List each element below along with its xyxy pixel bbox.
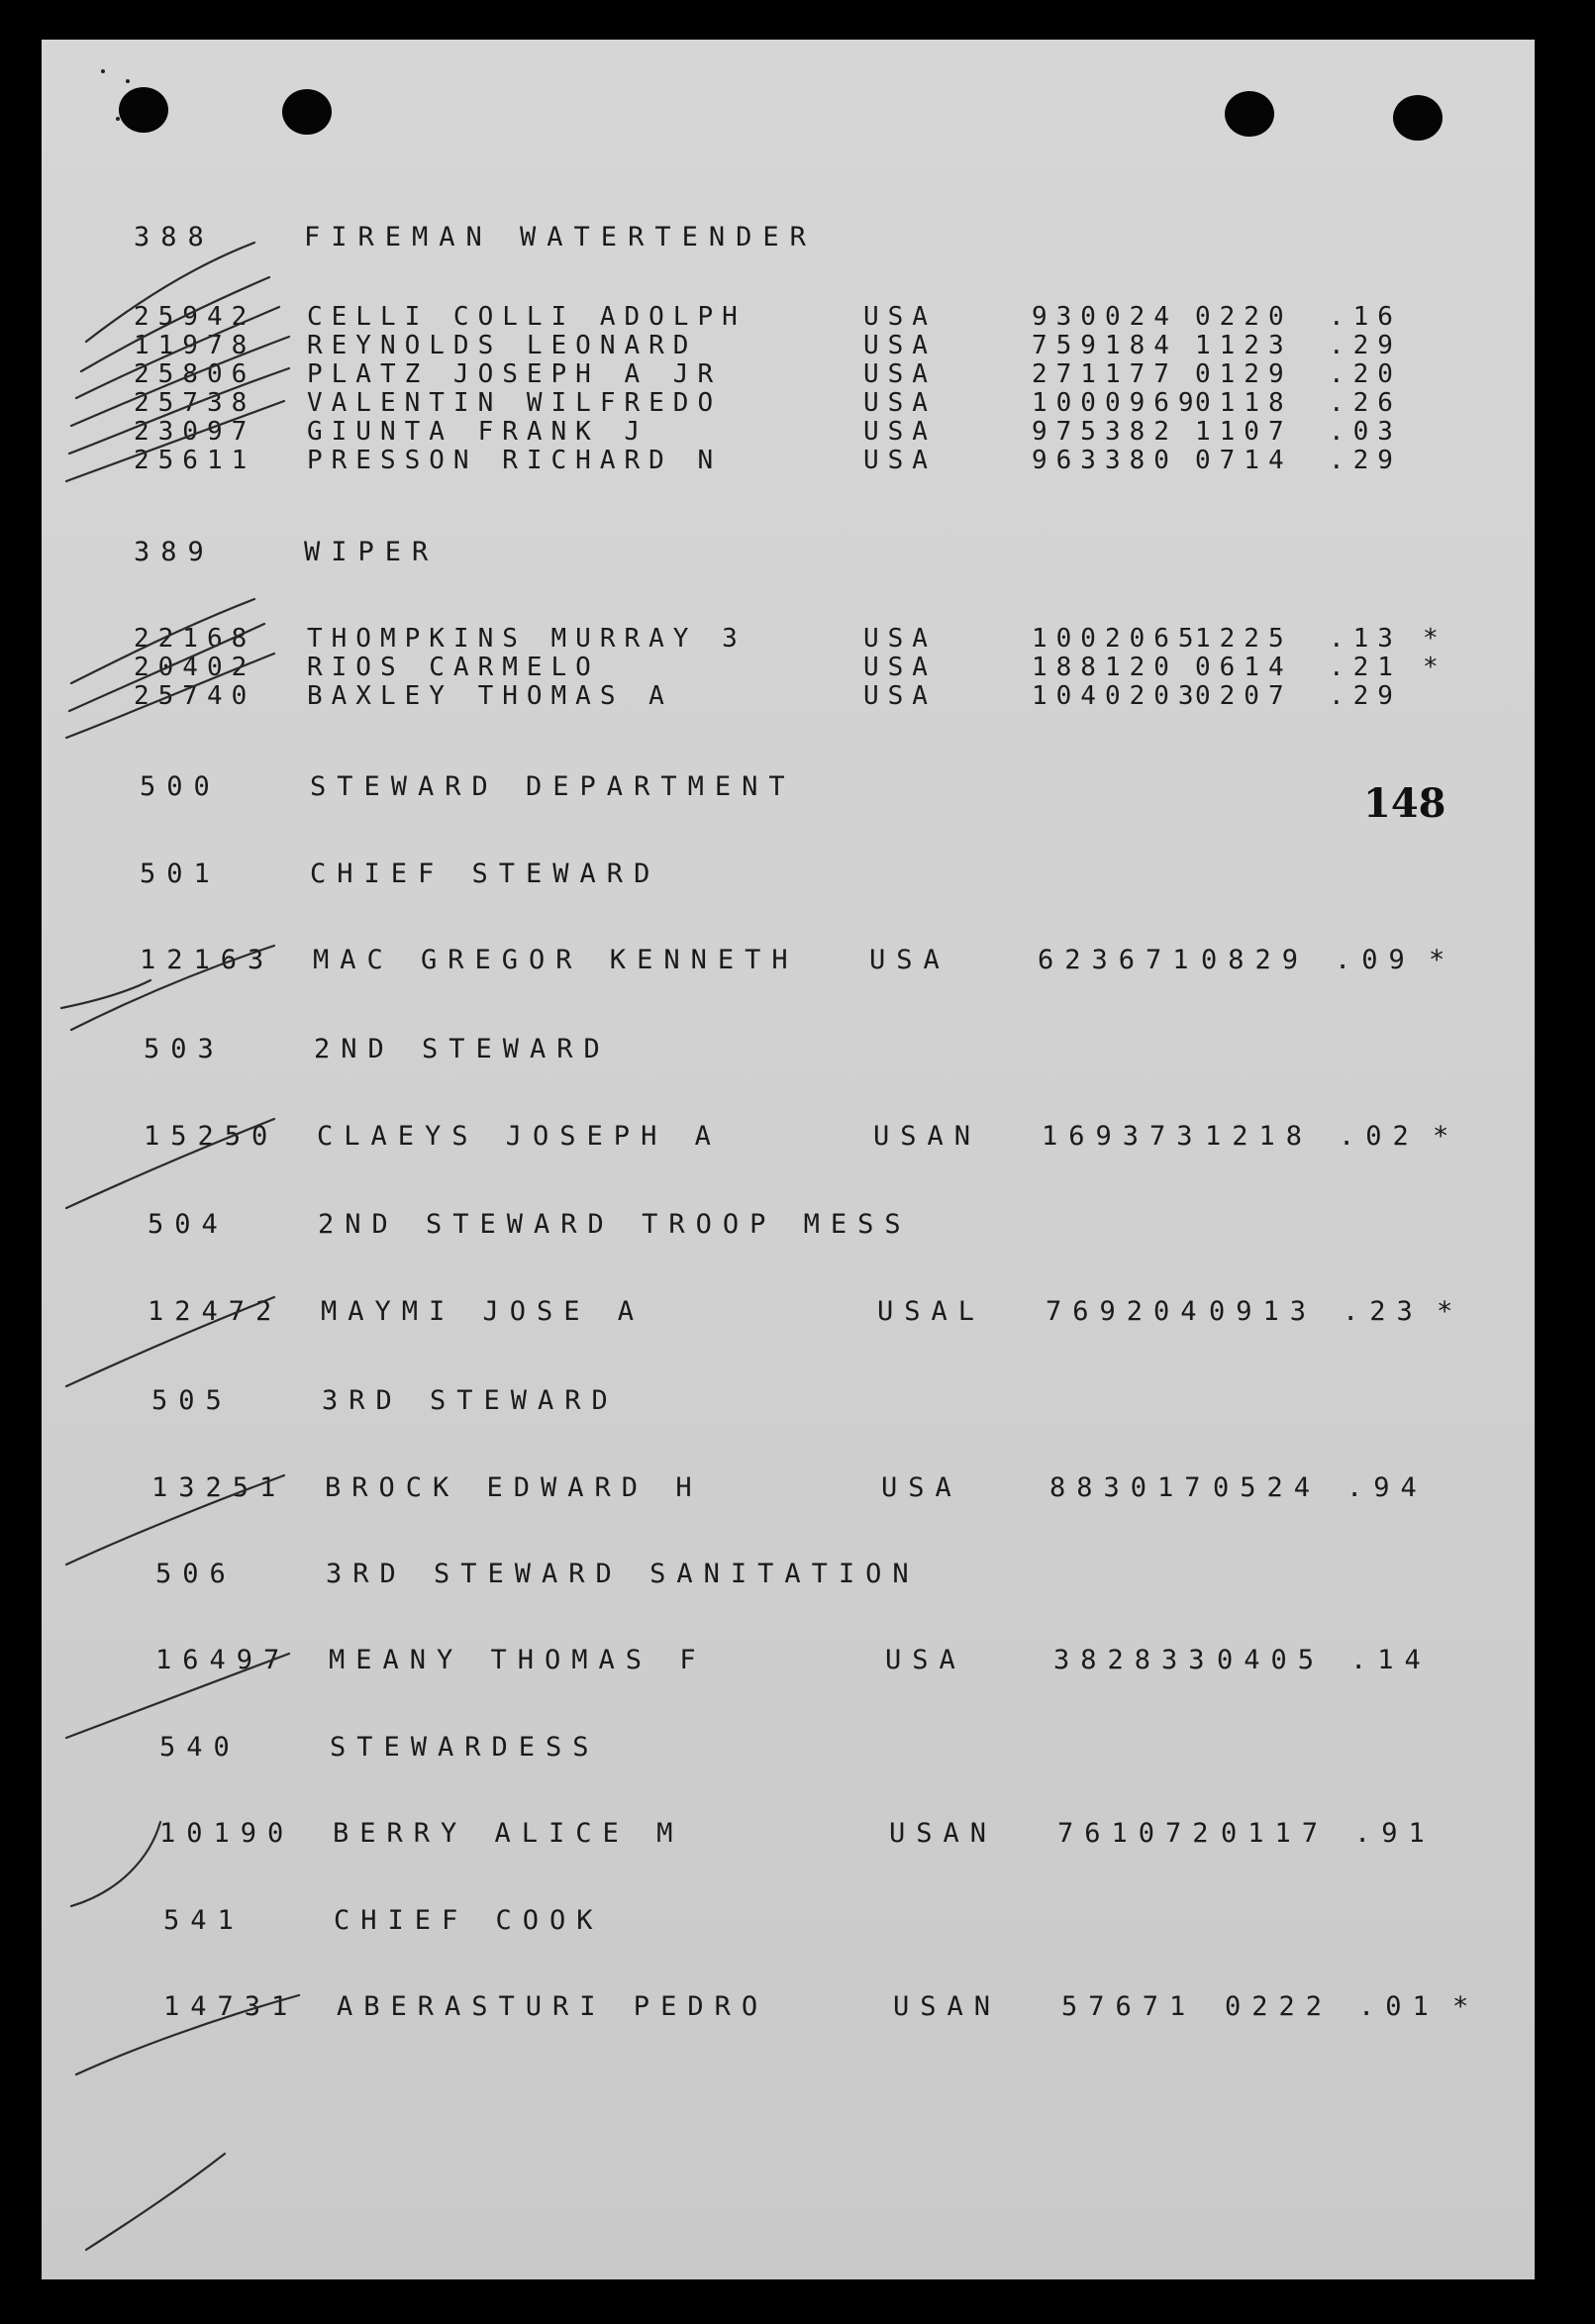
entry-date: 1107 (1195, 417, 1293, 447)
section-title: CHIEF COOK (334, 1905, 604, 1936)
section-title: 3RD STEWARD (322, 1385, 619, 1416)
section-header (42, 1906, 1535, 1946)
crew-entry-row (42, 681, 1535, 721)
section-code: 504 (148, 1209, 229, 1240)
entry-number: 761072 (1057, 1818, 1220, 1849)
crew-entry-row (42, 446, 1535, 485)
entry-nationality: USA (863, 359, 937, 389)
crew-entry-row (42, 1819, 1535, 1859)
crew-entry-row (42, 946, 1535, 985)
entry-nationality: USAN (873, 1121, 982, 1152)
entry-nationality: USA (863, 624, 937, 654)
entry-nationality: USAN (889, 1818, 998, 1849)
section-title: 3RD STEWARD SANITATION (326, 1559, 920, 1589)
entry-number: 1000969 (1032, 388, 1203, 418)
entry-nationality: USA (863, 653, 937, 682)
section-code: 501 (140, 859, 221, 889)
section-title: STEWARDESS (330, 1732, 600, 1763)
entry-asterisk: * (1429, 945, 1456, 975)
section-code: 540 (159, 1732, 241, 1763)
entry-date: 0207 (1195, 681, 1293, 711)
entry-id: 22168 (134, 624, 256, 654)
entry-nationality: USA (863, 388, 937, 418)
entry-nationality: USA (863, 681, 937, 711)
entry-name: BERRY ALICE M (333, 1818, 684, 1849)
entry-value: .03 (1329, 417, 1402, 447)
entry-date: 1225 (1195, 624, 1293, 654)
entry-date: 0129 (1195, 359, 1293, 389)
entry-date: 0405 (1217, 1645, 1326, 1675)
entry-number: 382833 (1053, 1645, 1216, 1675)
section-title: STEWARD DEPARTMENT (310, 771, 796, 802)
entry-date: 0118 (1195, 388, 1293, 418)
entry-nationality: USA (869, 945, 950, 975)
entry-asterisk: * (1452, 1991, 1480, 2022)
section-header (42, 772, 1535, 812)
crew-entry-row (42, 1297, 1535, 1337)
entry-value: .13 (1329, 624, 1402, 654)
entry-number: 623671 (1038, 945, 1200, 975)
entry-date: 0714 (1195, 446, 1293, 475)
entry-name: MEANY THOMAS F (329, 1645, 707, 1675)
document-page (42, 40, 1535, 2279)
entry-value: .94 (1346, 1472, 1428, 1503)
section-header (42, 859, 1535, 899)
section-code: 389 (134, 537, 215, 567)
entry-name: PRESSON RICHARD N (307, 446, 723, 475)
entry-date: 0117 (1221, 1818, 1330, 1849)
entry-number: 769204 (1046, 1296, 1208, 1327)
entry-value: .20 (1329, 359, 1402, 389)
entry-id: 25738 (134, 388, 256, 418)
section-code: 506 (155, 1559, 237, 1589)
entry-id: 25740 (134, 681, 256, 711)
section-title: FIREMAN WATERTENDER (304, 222, 817, 253)
entry-nationality: USA (863, 446, 937, 475)
entry-number: 963380 (1032, 446, 1178, 475)
entry-value: .21 (1329, 653, 1402, 682)
entry-id: 12163 (140, 945, 275, 975)
entry-asterisk: * (1433, 1121, 1460, 1152)
entry-name: RIOS CARMELO (307, 653, 600, 682)
entry-number: 759184 (1032, 331, 1178, 360)
entry-asterisk: * (1423, 653, 1447, 682)
entry-nationality: USA (881, 1472, 962, 1503)
entry-value: .91 (1354, 1818, 1436, 1849)
crew-list (42, 40, 1535, 2279)
entry-date: 0614 (1195, 653, 1293, 682)
entry-date: 0222 (1225, 1991, 1334, 2022)
entry-id: 13251 (151, 1472, 287, 1503)
entry-value: .29 (1329, 446, 1402, 475)
section-header (42, 1210, 1535, 1250)
entry-value: .02 (1339, 1121, 1420, 1152)
entry-number: 1040203 (1032, 681, 1203, 711)
entry-number: 930024 (1032, 302, 1178, 332)
section-code: 388 (134, 222, 215, 253)
section-header (42, 1560, 1535, 1599)
entry-date: 1218 (1205, 1121, 1314, 1152)
entry-name: MAC GREGOR KENNETH (313, 945, 799, 975)
entry-name: REYNOLDS LEONARD (307, 331, 698, 360)
section-title: 2ND STEWARD TROOP MESS (318, 1209, 912, 1240)
entry-name: PLATZ JOSEPH A JR (307, 359, 723, 389)
entry-number: 57671 (1061, 1991, 1197, 2022)
section-title: 2ND STEWARD (314, 1034, 611, 1064)
entry-number: 271177 (1032, 359, 1178, 389)
entry-name: MAYMI JOSE A (321, 1296, 646, 1327)
entry-id: 16497 (155, 1645, 291, 1675)
entry-nationality: USA (863, 302, 937, 332)
entry-id: 15250 (144, 1121, 279, 1152)
entry-name: ABERASTURI PEDRO (337, 1991, 769, 2022)
entry-id: 25806 (134, 359, 256, 389)
entry-value: .01 (1358, 1991, 1440, 2022)
section-header (42, 223, 1535, 262)
entry-nationality: USA (863, 417, 937, 447)
entry-id: 23097 (134, 417, 256, 447)
entry-asterisk: * (1437, 1296, 1464, 1327)
entry-value: .29 (1329, 681, 1402, 711)
entry-value: .09 (1335, 945, 1416, 975)
entry-number: 883017 (1049, 1472, 1212, 1503)
entry-nationality: USA (885, 1645, 966, 1675)
crew-entry-row (42, 1473, 1535, 1513)
entry-name: VALENTIN WILFREDO (307, 388, 723, 418)
entry-id: 10190 (159, 1818, 295, 1849)
section-title: CHIEF STEWARD (310, 859, 661, 889)
entry-name: BAXLEY THOMAS A (307, 681, 673, 711)
entry-id: 25942 (134, 302, 256, 332)
crew-entry-row (42, 1122, 1535, 1162)
entry-value: .29 (1329, 331, 1402, 360)
entry-name: BROCK EDWARD H (325, 1472, 703, 1503)
section-header (42, 1035, 1535, 1074)
entry-nationality: USA (863, 331, 937, 360)
entry-number: 169373 (1042, 1121, 1204, 1152)
entry-value: .26 (1329, 388, 1402, 418)
entry-name: CLAEYS JOSEPH A (317, 1121, 722, 1152)
section-code: 500 (140, 771, 221, 802)
entry-date: 0829 (1201, 945, 1310, 975)
section-title: WIPER (304, 537, 440, 567)
section-code: 505 (151, 1385, 233, 1416)
entry-asterisk: * (1423, 624, 1447, 654)
entry-id: 25611 (134, 446, 256, 475)
entry-value: .16 (1329, 302, 1402, 332)
entry-date: 1123 (1195, 331, 1293, 360)
entry-number: 1002065 (1032, 624, 1203, 654)
entry-number: 975382 (1032, 417, 1178, 447)
section-code: 541 (163, 1905, 245, 1936)
section-header (42, 1386, 1535, 1426)
entry-date: 0220 (1195, 302, 1293, 332)
entry-number: 188120 (1032, 653, 1178, 682)
entry-id: 14731 (163, 1991, 299, 2022)
page-number: 148 (1363, 780, 1446, 827)
entry-id: 11978 (134, 331, 256, 360)
entry-nationality: USAL (877, 1296, 986, 1327)
section-header (42, 538, 1535, 577)
entry-id: 12472 (148, 1296, 283, 1327)
section-header (42, 1733, 1535, 1772)
crew-entry-row (42, 1992, 1535, 2032)
entry-name: CELLI COLLI ADOLPH (307, 302, 747, 332)
entry-name: THOMPKINS MURRAY 3 (307, 624, 747, 654)
entry-date: 0913 (1209, 1296, 1318, 1327)
crew-entry-row (42, 1646, 1535, 1685)
entry-date: 0524 (1213, 1472, 1322, 1503)
entry-value: .14 (1350, 1645, 1432, 1675)
entry-value: .23 (1343, 1296, 1424, 1327)
entry-name: GIUNTA FRANK J (307, 417, 649, 447)
entry-nationality: USAN (893, 1991, 1002, 2022)
entry-id: 20402 (134, 653, 256, 682)
section-code: 503 (144, 1034, 225, 1064)
